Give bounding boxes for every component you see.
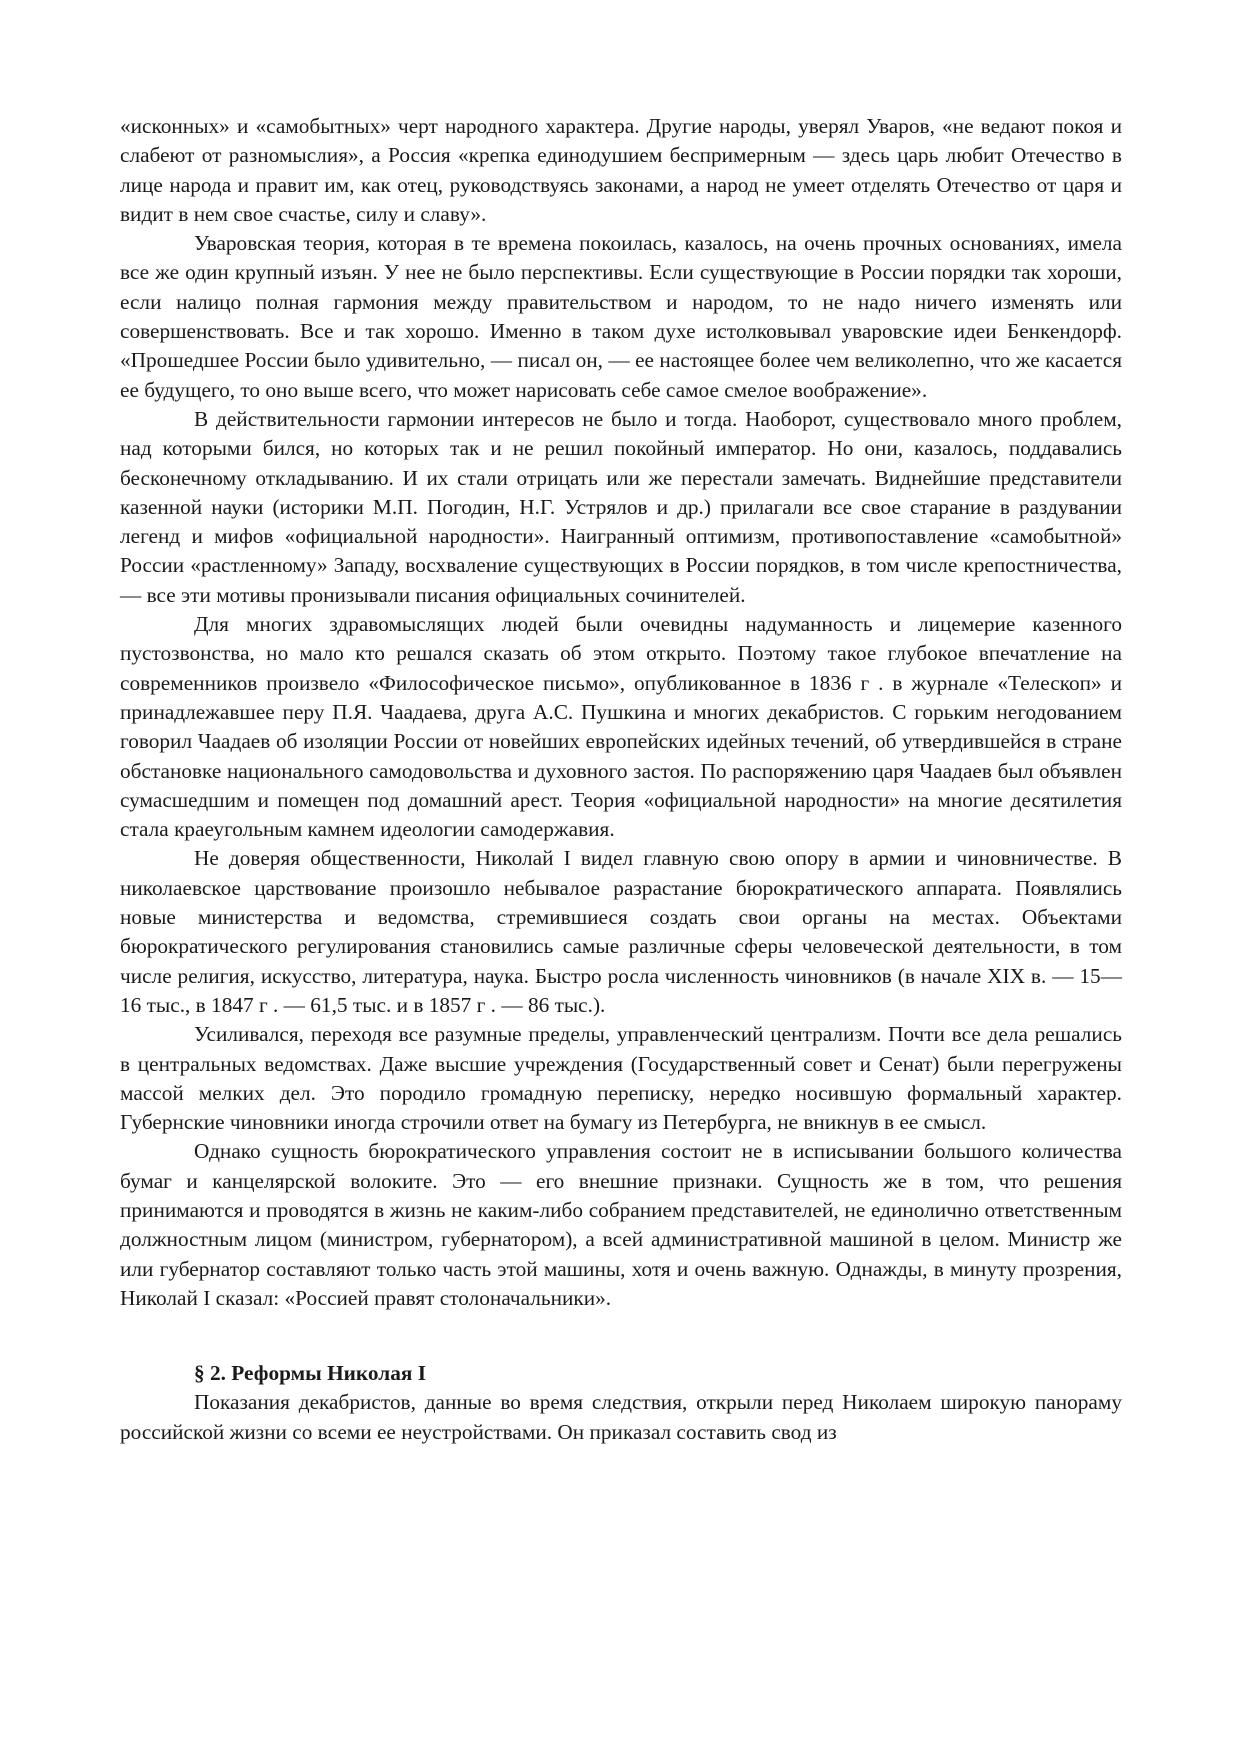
paragraph-7: Однако сущность бюрократического управления состоит не в исписывании большого количества бумаг и канцелярской волоките. Это — его внешние признаки. Сущность же в том, что решения принимаются и проводятся в жизнь не каким-либо собранием представителей, не единолично ответственным должностным лицом (министром, губернатором), а всей административной машиной в целом. Министр же или губернатор составляют только часть этой машины, хотя и очень важную. Однажды, в минуту прозрения, Николай I сказал: «Россией правят столоначальники». [120,1139,1122,1310]
paragraph-2: Уваровская теория, которая в те времена покоилась, казалось, на очень прочных основаниях, имела все же один крупный изъян. У нее не было перспективы. Если существующие в России порядки так хороши, если налицо полная гармония между правительством и народом, то не надо ничего изменять или совершенствовать. Все и так хорошо. Именно в таком духе истолковывал уваровские идеи Бенкендорф. «Прошедшее России было удивительно, — писал он, — ее настоящее более чем великолепно, что же касается ее будущего, то оно выше всего, что может нарисовать себе самое смелое воображение». [120,231,1122,402]
paragraph-1: «исконных» и «самобытных» черт народного характера. Другие народы, уверял Уваров, «не ведают покоя и слабеют от разномыслия», а Россия «крепка единодушием беспримерным — здесь царь любит Отечество в лице народа и правит им, как отец, руководствуясь законами, а народ не умеет отделять Отечество от царя и видит в нем свое счастье, силу и славу». [120,114,1122,226]
paragraph-5: Не доверяя общественности, Николай I видел главную свою опору в армии и чиновничестве. В николаевское царствование произошло небывалое разрастание бюрократического аппарата. Появлялись новые министерства и ведомства, стремившиеся создать свои органы на местах. Объектами бюрократического регулирования становились самые различные сферы человеческой деятельности, в том числе религия, искусство, литература, наука. Быстро росла численность чиновников (в начале XIX в. — 15—16 тыс., в 1847 г . — 61,5 тыс. и в 1857 г . — 86 тыс.). [120,846,1122,1017]
paragraph-3: В действительности гармонии интересов не было и тогда. Наоборот, существовало много проблем, над которыми бился, но которых так и не решил покойный император. Но они, казалось, поддавались бесконечному откладыванию. И их стали отрицать или же перестали замечать. Виднейшие представители казенной науки (историки М.П. Погодин, Н.Г. Устрялов и др.) прилагали все свое старание в раздувании легенд и мифов «официальной народности». Наигранный оптимизм, противопоставление «самобытной» России «растленному» Западу, восхваление существующих в России порядков, в том числе крепостничества, — все эти мотивы пронизывали писания официальных сочинителей. [120,406,1122,607]
document-page [120,112,1122,1447]
paragraph-6: Усиливался, переходя все разумные пределы, управленческий централизм. Почти все дела решались в центральных ведомствах. Даже высшие учреждения (Государственный совет и Сенат) были перегружены массой мелких дел. Это породило громадную переписку, нередко носившую формальный характер. Губернские чиновники иногда строчили ответ на бумагу из Петербурга, не вникнув в ее смысл. [120,1022,1122,1135]
paragraph-4: Для многих здравомыслящих людей были очевидны надуманность и лицемерие казенного пустозвонства, но мало кто решался сказать об этом открыто. Поэтому такое глубокое впечатление на современников произвело «Философическое письмо», опубликованное в 1836 г . в журнале «Телескоп» и принадлежавшее перу П.Я. Чаадаева, друга А.С. Пушкина и многих декабристов. С горьким негодованием говорил Чаадаев об изоляции России от новейших европейских идейных течений, об утвердившейся в стране обстановке национального самодовольства и духовного застоя. По распоряжению царя Чаадаев был объявлен сумасшедшим и помещен под домашний арест. Теория «официальной народности» на многие десятилетия стала краеугольным камнем идеологии самодержавия. [120,612,1122,842]
section-paragraph: Показания декабристов, данные во время следствия, открыли перед Николаем широкую панораму российской жизни со всеми ее неустройствами. Он приказал составить свод из [120,1390,1122,1444]
section-heading: § 2. Реформы Николая I [194,1361,426,1386]
